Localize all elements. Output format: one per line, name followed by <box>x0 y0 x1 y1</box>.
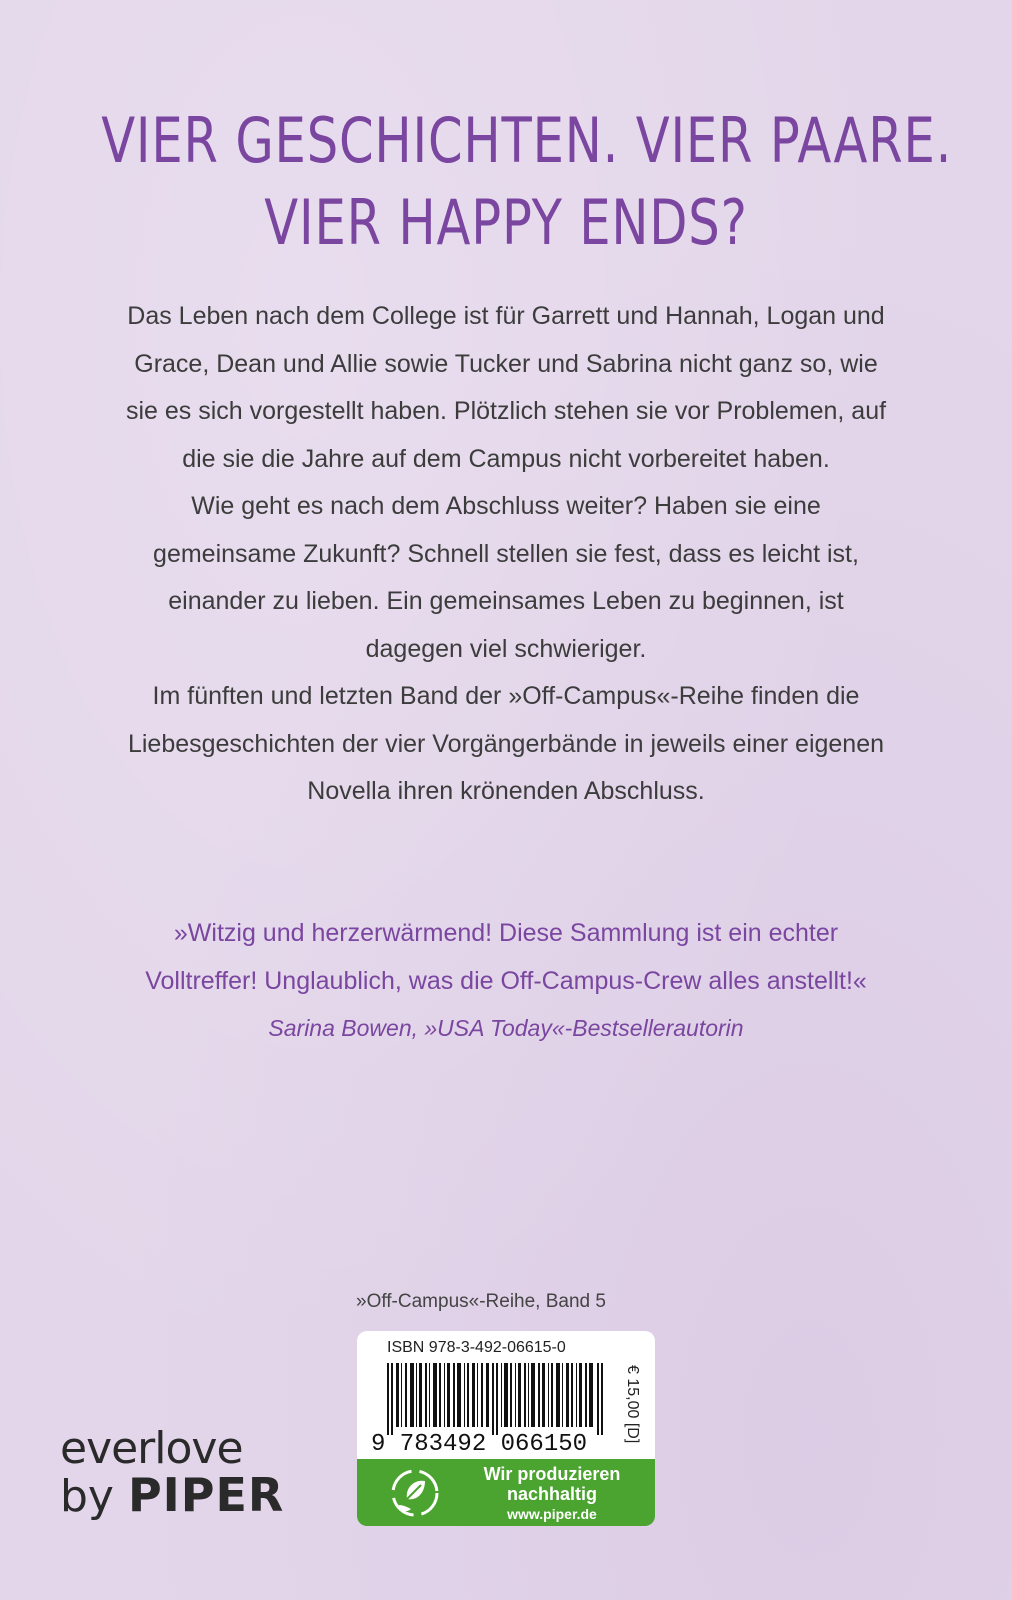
sustainability-badge <box>357 1459 655 1526</box>
sustainability-text <box>467 1464 637 1524</box>
logo-everlove: everlove <box>60 1423 243 1474</box>
headline-line-1: VIER GESCHICHTEN. VIER PAARE. <box>101 104 953 177</box>
isbn-label: ISBN 978-3-492-06615-0 <box>387 1339 566 1356</box>
blurb-paragraph-2: Wie geht es nach dem Abschluss weiter? Haben sie eine gemeinsame Zukunft? Schnell stellen sie fest, dass es leicht ist, einander zu lieben. Ein gemeinsames Leben zu beginnen, ist dagegen viel schwieriger. <box>153 492 859 663</box>
quote-text: »Witzig und herzerwärmend! Diese Sammlung ist ein echter Volltreffer! Unglaublich, was die Off-Campus-Crew alles anstellt!« <box>145 919 867 995</box>
barcode-digits: 9 783492 066150 <box>371 1431 588 1458</box>
headline-line-2: VIER HAPPY ENDS? <box>264 186 748 259</box>
blurb <box>120 293 892 816</box>
sustainability-line-2: nachhaltig <box>506 1484 597 1504</box>
price-label: € 15,00 [D] <box>624 1365 641 1444</box>
logo-piper: PIPER <box>127 1468 285 1522</box>
logo-by-piper <box>60 1468 285 1522</box>
barcode-icon <box>387 1363 607 1435</box>
blurb-paragraph-3: Im fünften und letzten Band der »Off-Campus«-Reihe finden die Liebesgeschichten der vier Vorgängerbände in jeweils einer eigenen Novella ihren krönenden Abschluss. <box>127 682 885 805</box>
review-quote <box>120 910 892 1053</box>
series-label: »Off-Campus«-Reihe, Band 5 <box>356 1291 606 1312</box>
sustainability-line-1: Wir produzieren <box>483 1464 621 1484</box>
publisher-url: www.piper.de <box>507 1506 597 1522</box>
quote-attribution: Sarina Bowen, »USA Today«-Bestsellerautorin <box>268 1015 744 1041</box>
blurb-paragraph-1: Das Leben nach dem College ist für Garrett und Hannah, Logan und Grace, Dean und Allie sowie Tucker und Sabrina nicht ganz so, wie sie es sich vorgestellt haben. Plötzlich stehen sie vor Problemen, auf die sie die Jahre auf dem Campus nicht vorbereitet haben. <box>125 302 887 473</box>
recycle-leaf-icon <box>385 1465 445 1521</box>
logo-by: by <box>60 1471 114 1522</box>
publisher-logo <box>60 1423 285 1522</box>
barcode-box <box>357 1331 655 1526</box>
headline <box>101 100 953 264</box>
